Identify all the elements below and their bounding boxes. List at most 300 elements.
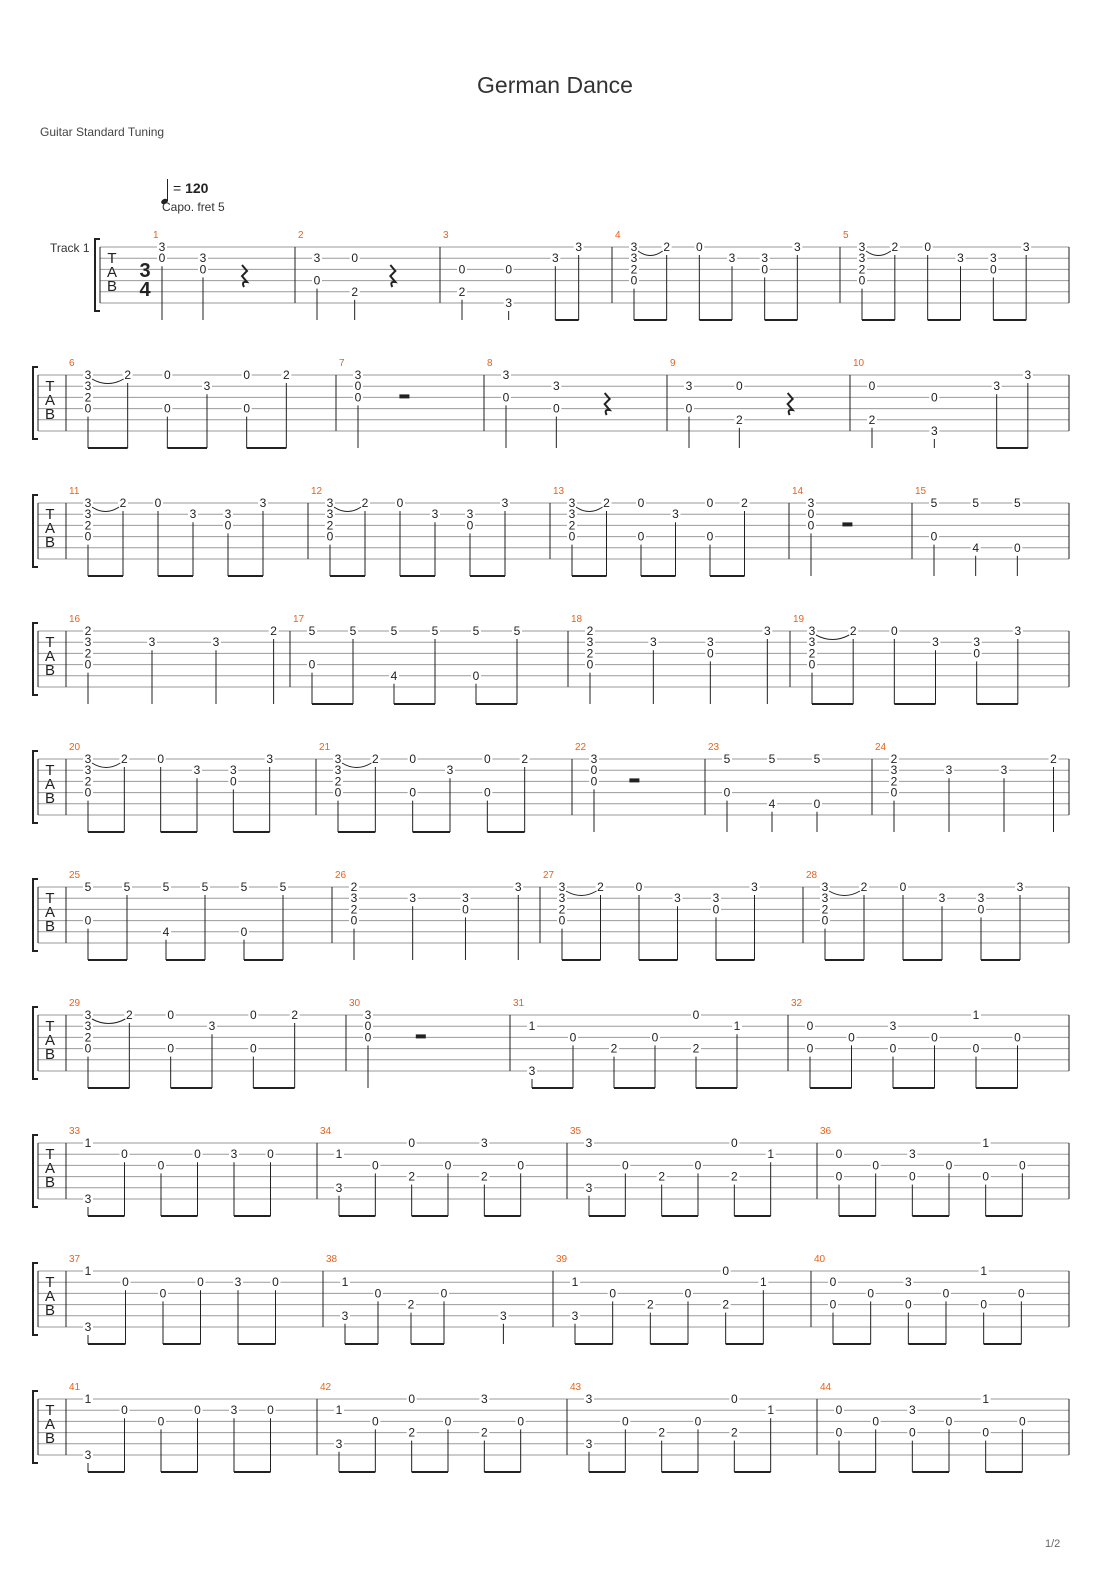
fret-number: 3 — [558, 891, 566, 906]
fret-number: 3 — [84, 507, 92, 522]
fret-number: 2 — [890, 752, 898, 766]
fret-number: 2 — [722, 1297, 730, 1312]
fret-number: 1 — [982, 1392, 990, 1406]
fret-number: 0 — [396, 496, 404, 510]
fret-number: 0 — [84, 529, 92, 544]
measure-number: 14 — [792, 486, 804, 497]
fret-number: 0 — [586, 657, 594, 672]
fret-number: 0 — [408, 1392, 416, 1406]
fret-number: 2 — [692, 1041, 700, 1056]
fret-number: 3 — [234, 1275, 242, 1290]
fret-number: 1 — [84, 1392, 92, 1406]
half-rest-icon — [416, 1034, 426, 1038]
measure-number: 36 — [820, 1126, 832, 1137]
fret-number: 3 — [1016, 880, 1024, 894]
measure-number: 40 — [814, 1254, 826, 1265]
measure-number: 34 — [320, 1126, 332, 1137]
tab-clef-letter: B — [44, 406, 56, 423]
fret-number: 0 — [931, 1030, 938, 1045]
tab-clef-letter: B — [44, 534, 56, 551]
fret-number: 3 — [989, 251, 997, 266]
fret-number: 0 — [444, 1158, 452, 1173]
fret-number: 0 — [706, 529, 714, 544]
system-bracket — [33, 1135, 38, 1207]
fret-number: 3 — [821, 891, 829, 906]
fret-number: 2 — [350, 902, 358, 917]
system-bracket — [95, 239, 100, 311]
tab-system-9 — [33, 1263, 1069, 1344]
fret-number: 0 — [821, 913, 829, 928]
fret-number: 0 — [722, 1264, 730, 1278]
measure-number: 31 — [513, 998, 525, 1009]
measure-number: 30 — [349, 998, 361, 1009]
fret-number: 0 — [807, 507, 815, 522]
measure-number: 18 — [571, 614, 583, 625]
fret-number: 0 — [444, 1414, 452, 1429]
fret-number: 3 — [230, 1403, 238, 1418]
fret-number: 0 — [267, 1147, 274, 1162]
fret-number: 0 — [807, 518, 815, 533]
fret-number: 0 — [121, 1147, 128, 1162]
track-name: Track 1 — [50, 241, 90, 255]
measure-number: 24 — [875, 742, 887, 753]
fret-number: 0 — [829, 1297, 837, 1312]
fret-number: 2 — [350, 880, 358, 894]
fret-number: 2 — [334, 774, 342, 789]
fret-number: 5 — [279, 880, 287, 894]
system-bracket — [33, 623, 38, 695]
fret-number: 0 — [868, 379, 876, 394]
fret-number: 0 — [163, 401, 171, 416]
fret-number: 3 — [84, 1019, 92, 1034]
measure-number: 10 — [853, 358, 865, 369]
fret-number: 0 — [167, 1008, 175, 1022]
fret-number: 1 — [759, 1275, 767, 1290]
fret-number: 3 — [1000, 763, 1008, 778]
fret-number: 0 — [806, 1019, 814, 1034]
fret-number: 2 — [371, 752, 379, 766]
fret-number: 0 — [466, 518, 474, 533]
fret-number: 0 — [942, 1286, 950, 1301]
fret-number: 0 — [930, 390, 938, 405]
fret-number: 2 — [84, 646, 92, 661]
fret-number: 3 — [728, 251, 736, 266]
fret-number: 0 — [685, 401, 693, 416]
tab-system-2 — [33, 367, 1069, 448]
fret-number: 2 — [586, 624, 594, 638]
tab-clef-letter: A — [44, 1416, 56, 1433]
measure-number: 11 — [69, 486, 80, 497]
tab-clef-letter: B — [44, 662, 56, 679]
fret-number: 0 — [364, 1030, 372, 1045]
tab-clef-letter: A — [44, 520, 56, 537]
fret-number: 3 — [84, 763, 92, 778]
fret-number: 3 — [672, 507, 679, 522]
song-title: German Dance — [477, 72, 633, 98]
tuning-label: Guitar Standard Tuning — [40, 125, 165, 139]
fret-number: 0 — [1014, 1030, 1021, 1045]
fret-number: 2 — [849, 624, 857, 638]
fret-number: 0 — [908, 1169, 916, 1184]
fret-number: 3 — [84, 496, 92, 510]
tab-clef-letter: A — [44, 904, 56, 921]
tab-clef-letter: T — [45, 1402, 55, 1419]
fret-number: 2 — [630, 262, 638, 277]
measure-number: 16 — [69, 614, 81, 625]
measure-number: 17 — [293, 614, 305, 625]
measure-number: 38 — [326, 1254, 338, 1265]
tab-clef-letter: A — [44, 648, 56, 665]
fret-number: 0 — [858, 273, 866, 288]
tab-clef-letter: B — [44, 1430, 56, 1447]
fret-number: 0 — [735, 379, 743, 394]
fret-number: 3 — [502, 368, 510, 382]
fret-number: 0 — [924, 240, 932, 254]
fret-number: 2 — [558, 902, 566, 917]
fret-number: 0 — [568, 529, 576, 544]
time-signature-denominator: 4 — [139, 279, 151, 301]
fret-number: 0 — [199, 262, 207, 277]
fret-number: 3 — [514, 880, 522, 894]
fret-number: 3 — [568, 496, 576, 510]
fret-number: 3 — [409, 891, 417, 906]
fret-number: 2 — [120, 752, 128, 766]
fret-number: 0 — [558, 913, 566, 928]
tab-system-5 — [33, 751, 1069, 832]
system-bracket — [33, 1263, 38, 1335]
fret-number: 0 — [122, 1275, 129, 1290]
fret-number: 3 — [466, 507, 474, 522]
fret-number: 3 — [500, 1308, 507, 1323]
measure-number: 20 — [69, 742, 81, 753]
tab-clef-letter: B — [106, 278, 118, 295]
fret-number: 2 — [741, 496, 748, 510]
fret-number: 3 — [446, 763, 454, 778]
fret-number: 0 — [243, 368, 251, 382]
measure-number: 3 — [443, 230, 449, 241]
fret-number: 0 — [712, 902, 720, 917]
fret-number: 0 — [730, 1392, 738, 1406]
fret-number: 3 — [761, 251, 769, 266]
tab-clef-letter: B — [44, 1174, 56, 1191]
fret-number: 2 — [597, 880, 604, 894]
fret-number: 3 — [334, 763, 342, 778]
page-number: 1/2 — [1045, 1538, 1061, 1550]
fret-number: 2 — [610, 1041, 618, 1056]
fret-number: 2 — [480, 1425, 488, 1440]
system-bracket — [33, 879, 38, 951]
fret-number: 0 — [945, 1414, 953, 1429]
tab-system-4 — [33, 623, 1069, 704]
fret-number: 3 — [259, 496, 267, 510]
measure-number: 19 — [793, 614, 805, 625]
measure-number: 41 — [69, 1382, 81, 1393]
measure-number: 1 — [153, 230, 159, 241]
fret-number: 2 — [658, 1425, 666, 1440]
fret-number: 2 — [1050, 752, 1057, 766]
fret-number: 3 — [763, 624, 771, 638]
fret-number: 0 — [409, 752, 417, 766]
fret-number: 3 — [858, 251, 866, 266]
system-bracket — [33, 367, 38, 439]
fret-number: 3 — [890, 763, 898, 778]
fret-number: 5 — [349, 624, 357, 638]
fret-number: 0 — [684, 1286, 692, 1301]
fret-number: 1 — [528, 1019, 536, 1034]
fret-number: 2 — [568, 518, 576, 533]
tab-clef-letter: A — [44, 1160, 56, 1177]
measure-number: 33 — [69, 1126, 81, 1137]
fret-number: 5 — [930, 496, 938, 510]
fret-number: 3 — [808, 624, 816, 638]
fret-number: 1 — [767, 1147, 775, 1162]
fret-number: 2 — [84, 1030, 92, 1045]
tab-clef-letter: A — [44, 1032, 56, 1049]
fret-number: 3 — [575, 240, 583, 254]
fret-number: 2 — [361, 496, 369, 510]
measure-number: 37 — [69, 1254, 81, 1265]
fret-number: 0 — [982, 1425, 990, 1440]
fret-number: 0 — [351, 251, 359, 266]
quarter-rest-icon — [605, 393, 610, 415]
fret-number: 3 — [84, 635, 92, 650]
fret-number: 0 — [313, 273, 321, 288]
fret-number: 0 — [973, 646, 981, 661]
fret-number: 0 — [84, 657, 92, 672]
fret-number: 0 — [829, 1275, 837, 1290]
fret-number: 5 — [201, 880, 209, 894]
fret-number: 0 — [835, 1425, 843, 1440]
fret-number: 0 — [972, 1041, 980, 1056]
fret-number: 1 — [84, 1264, 92, 1278]
measure-number: 2 — [298, 230, 304, 241]
tab-clef-letter: T — [45, 1274, 55, 1291]
fret-number: 1 — [341, 1275, 349, 1290]
fret-number: 0 — [462, 902, 469, 917]
fret-number: 4 — [972, 540, 980, 555]
fret-number: 0 — [1017, 1286, 1025, 1301]
fret-number: 0 — [272, 1275, 279, 1290]
tie-arc — [576, 507, 603, 512]
fret-number: 3 — [977, 891, 985, 906]
fret-number: 2 — [408, 1169, 416, 1184]
measure-number: 8 — [487, 358, 493, 369]
fret-number: 5 — [472, 624, 480, 638]
measure-number: 44 — [820, 1382, 832, 1393]
fret-number: 3 — [904, 1275, 912, 1290]
fret-number: 2 — [119, 496, 127, 510]
fret-number: 2 — [858, 262, 866, 277]
tie-arc — [92, 379, 124, 384]
fret-number: 3 — [189, 507, 197, 522]
fret-number: 3 — [350, 891, 358, 906]
fret-number: 0 — [872, 1414, 880, 1429]
fret-number: 3 — [84, 379, 92, 394]
fret-number: 0 — [569, 1030, 577, 1045]
fret-number: 3 — [335, 1436, 343, 1451]
fret-number: 3 — [341, 1308, 349, 1323]
fret-number: 2 — [890, 774, 898, 789]
tab-clef-letter: A — [44, 776, 56, 793]
fret-number: 3 — [685, 379, 693, 394]
fret-number: 0 — [408, 1136, 416, 1150]
fret-number: 2 — [730, 1425, 738, 1440]
fret-number: 0 — [249, 1008, 257, 1022]
fret-number: 2 — [351, 284, 359, 299]
fret-number: 0 — [706, 496, 714, 510]
fret-number: 0 — [334, 785, 342, 800]
fret-number: 0 — [374, 1286, 382, 1301]
fret-number: 0 — [835, 1403, 843, 1418]
fret-number: 3 — [993, 379, 1001, 394]
measure-number: 32 — [791, 998, 803, 1009]
fret-number: 5 — [972, 496, 980, 510]
fret-number: 0 — [694, 1158, 702, 1173]
fret-number: 5 — [1013, 496, 1021, 510]
fret-number: 3 — [326, 496, 334, 510]
fret-number: 2 — [586, 646, 594, 661]
fret-number: 0 — [159, 1286, 167, 1301]
fret-number: 0 — [694, 1414, 702, 1429]
fret-number: 4 — [162, 924, 170, 939]
fret-number: 0 — [806, 1041, 814, 1056]
fret-number: 3 — [821, 880, 829, 894]
measure-number: 28 — [806, 870, 818, 881]
fret-number: 2 — [326, 518, 334, 533]
fret-number: 0 — [440, 1286, 448, 1301]
fret-number: 0 — [945, 1158, 953, 1173]
fret-number: 2 — [808, 646, 816, 661]
fret-number: 0 — [890, 785, 898, 800]
fret-number: 3 — [973, 635, 981, 650]
measure-number: 13 — [553, 486, 565, 497]
fret-number: 0 — [350, 913, 358, 928]
fret-number: 3 — [889, 1019, 897, 1034]
fret-number: 0 — [167, 1041, 175, 1056]
fret-number: 0 — [982, 1169, 990, 1184]
fret-number: 0 — [1013, 540, 1021, 555]
fret-number: 2 — [407, 1297, 415, 1312]
fret-number: 0 — [977, 902, 985, 917]
fret-number: 0 — [706, 646, 714, 661]
fret-number: 0 — [899, 880, 907, 894]
fret-number: 3 — [908, 1403, 916, 1418]
quarter-rest-icon — [242, 265, 247, 287]
fret-number: 2 — [124, 368, 132, 382]
fret-number: 0 — [908, 1425, 916, 1440]
fret-number: 2 — [408, 1425, 416, 1440]
fret-number: 3 — [212, 635, 220, 650]
fret-number: 0 — [458, 262, 466, 277]
fret-number: 0 — [472, 668, 480, 683]
fret-number: 3 — [590, 752, 598, 766]
tab-clef-letter: T — [45, 378, 55, 395]
fret-number: 3 — [585, 1436, 593, 1451]
tempo-symbol: = — [173, 180, 182, 196]
fret-number: 3 — [528, 1064, 536, 1078]
fret-number: 3 — [334, 752, 342, 766]
fret-number: 5 — [308, 624, 316, 638]
measure-number: 25 — [69, 870, 81, 881]
fret-number: 3 — [84, 1008, 92, 1022]
tie-arc — [334, 507, 361, 512]
fret-number: 3 — [568, 507, 576, 522]
fret-number: 0 — [1018, 1414, 1026, 1429]
system-bracket — [33, 751, 38, 823]
fret-number: 3 — [585, 1136, 593, 1150]
fret-number: 0 — [197, 1275, 204, 1290]
tab-clef-letter: A — [44, 1288, 56, 1305]
fret-number: 2 — [125, 1008, 133, 1022]
fret-number: 0 — [695, 240, 703, 254]
fret-number: 0 — [224, 518, 232, 533]
time-signature-numerator: 3 — [139, 260, 151, 282]
fret-number: 2 — [84, 390, 92, 405]
fret-number: 2 — [860, 880, 868, 894]
fret-number: 0 — [730, 1136, 738, 1150]
fret-number: 0 — [651, 1030, 659, 1045]
fret-number: 3 — [480, 1392, 488, 1406]
tempo-bpm: 120 — [185, 180, 209, 196]
fret-number: 0 — [158, 251, 166, 266]
fret-number: 0 — [84, 785, 92, 800]
fret-number: 0 — [621, 1158, 629, 1173]
fret-number: 0 — [194, 1403, 201, 1418]
fret-number: 0 — [84, 401, 92, 416]
tie-arc — [92, 1019, 125, 1024]
tab-clef-letter: B — [44, 918, 56, 935]
fret-number: 3 — [230, 1147, 238, 1162]
fret-number: 0 — [980, 1297, 988, 1312]
tab-system-3 — [33, 495, 1069, 576]
fret-number: 2 — [821, 902, 829, 917]
fret-number: 2 — [730, 1169, 738, 1184]
fret-number: 0 — [267, 1403, 274, 1418]
fret-number: 2 — [84, 518, 92, 533]
tab-clef-letter: T — [107, 250, 117, 267]
fret-number: 3 — [858, 240, 866, 254]
fret-number: 3 — [158, 240, 166, 254]
system-bracket — [33, 1391, 38, 1463]
fret-number: 0 — [637, 529, 645, 544]
half-rest-icon — [399, 394, 409, 398]
fret-number: 3 — [193, 763, 201, 778]
fret-number: 0 — [590, 763, 598, 778]
fret-number: 0 — [813, 796, 821, 811]
quarter-rest-icon — [390, 265, 395, 287]
fret-number: 3 — [313, 251, 321, 266]
fret-number: 3 — [908, 1147, 916, 1162]
fret-number: 3 — [1022, 240, 1030, 254]
fret-number: 0 — [483, 785, 491, 800]
fret-number: 3 — [354, 368, 362, 382]
fret-number: 0 — [848, 1030, 855, 1045]
capo-marking: Capo. fret 5 — [162, 200, 225, 214]
fret-number: 5 — [813, 752, 821, 766]
fret-number: 3 — [930, 424, 938, 438]
tab-clef-letter: T — [45, 506, 55, 523]
measure-number: 35 — [570, 1126, 582, 1137]
fret-number: 2 — [646, 1297, 654, 1312]
fret-number: 3 — [945, 763, 953, 778]
tie-arc — [342, 763, 371, 768]
fret-number: 3 — [1014, 624, 1022, 638]
tab-clef-letter: A — [44, 392, 56, 409]
fret-number: 0 — [194, 1147, 201, 1162]
fret-number: 3 — [364, 1008, 372, 1022]
tie-arc — [829, 891, 860, 896]
fret-number: 3 — [266, 752, 274, 766]
